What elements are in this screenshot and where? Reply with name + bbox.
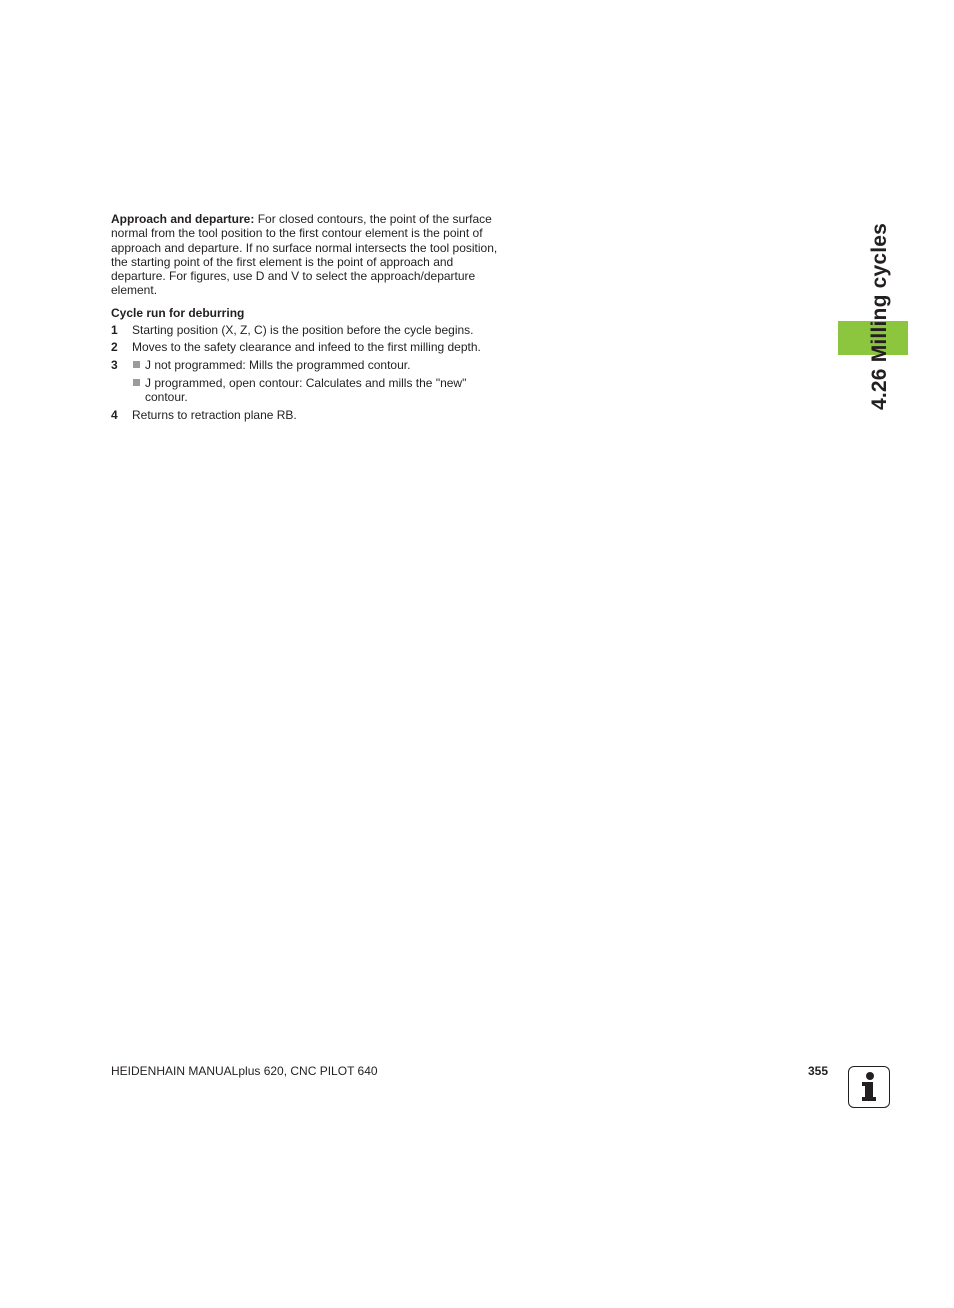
- step-text: Returns to retraction plane RB.: [132, 407, 297, 422]
- step-text: Moves to the safety clearance and infeed to the first milling depth.: [132, 340, 481, 355]
- approach-label: Approach and departure:: [111, 212, 255, 226]
- step-number: 3: [111, 357, 118, 372]
- footer-manual-title: HEIDENHAIN MANUALplus 620, CNC PILOT 640: [111, 1064, 378, 1078]
- bullet-item: [132, 358, 511, 372]
- approach-paragraph: [111, 212, 511, 298]
- step-bullets: [132, 358, 511, 405]
- step-3: [111, 358, 511, 405]
- section-title: 4.26 Milling cycles: [868, 222, 891, 410]
- square-bullet-icon: [133, 361, 140, 368]
- bullet-item: [132, 376, 511, 405]
- step-number: 2: [111, 340, 118, 355]
- step-1: [111, 323, 511, 337]
- bullet-text: J programmed, open contour: Calculates and mills the "new" contour.: [145, 375, 467, 405]
- square-bullet-icon: [133, 379, 140, 386]
- step-4: [111, 408, 511, 422]
- cycle-run-heading: Cycle run for deburring: [111, 305, 245, 320]
- page-number: 355: [808, 1064, 829, 1078]
- main-content: [111, 212, 511, 425]
- step-number: 4: [111, 407, 118, 422]
- bullet-text: J not programmed: Mills the programmed contour.: [145, 357, 411, 372]
- approach-text: For closed contours, the point of the surface normal from the tool position to the first contour element is the point of approach and departure. If no surface normal intersects the tool position, the starting point of the first element is the point of approach and departure. For figures, use D and V to select the approach/departure element.: [111, 212, 498, 298]
- step-text: Starting position (X, Z, C) is the position before the cycle begins.: [132, 323, 474, 338]
- step-number: 1: [111, 323, 118, 338]
- info-icon: [848, 1066, 890, 1108]
- step-2: [111, 340, 511, 354]
